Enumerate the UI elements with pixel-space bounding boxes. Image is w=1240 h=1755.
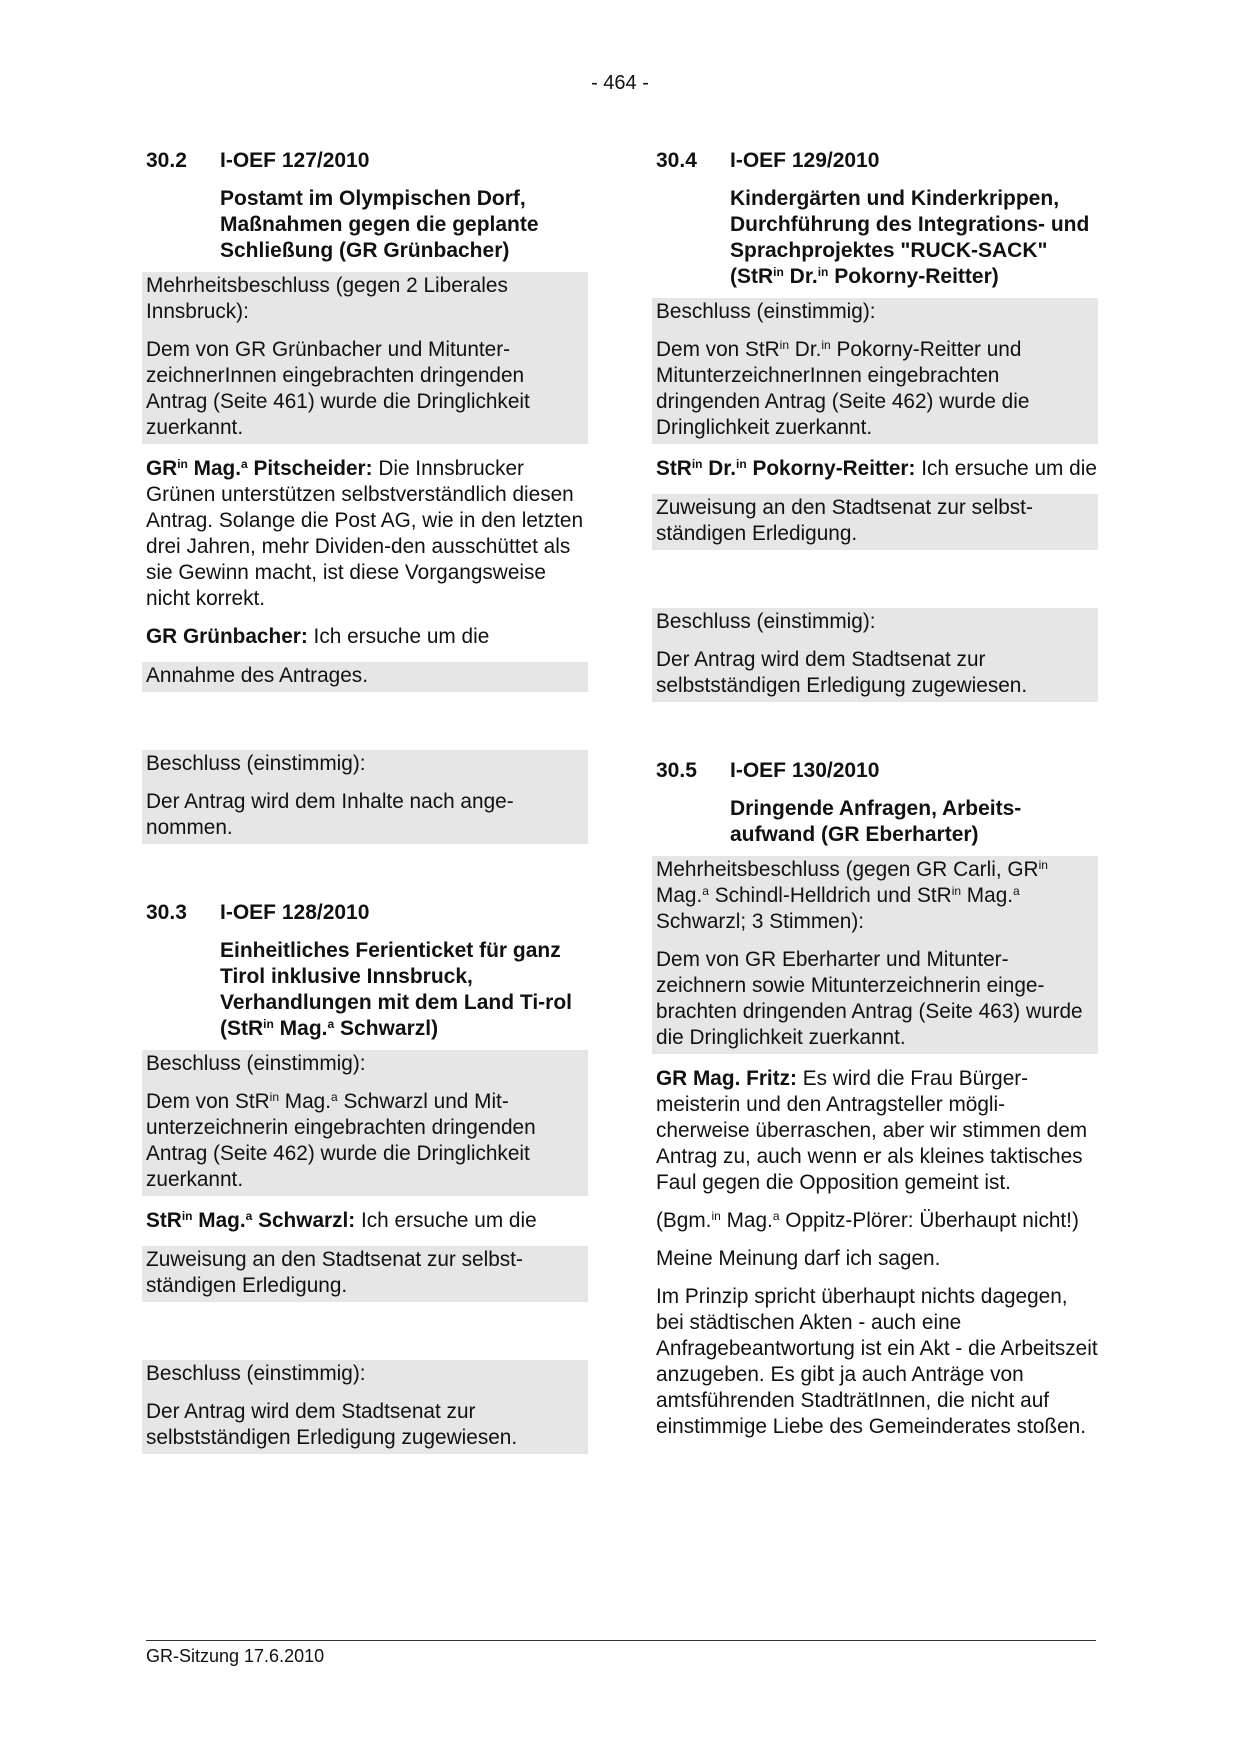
speaker-name: StR$^{in}$ Dr.$^{in}$ Pokorny-Reitter: xyxy=(656,457,916,480)
speaker-name: GR Mag. Fritz: xyxy=(656,1067,797,1090)
result-text: Der Antrag wird dem Stadtsenat zur selbstständigen Erledigung zugewiesen. xyxy=(656,648,1028,697)
section-number: 30.2 xyxy=(146,149,187,172)
speech-text: Ich ersuche um die xyxy=(355,1209,537,1232)
urgency-statement: Dem von GR Grünbacher und Mitunter-zeichnerInnen eingebrachten dringenden Antrag (Seite 461) wurde die Dringlichkeit zuerkannt. xyxy=(146,338,530,439)
urgency-statement: Dem von StR$^{in}$ Dr.$^{in}$ Pokorny-Reitter und MitunterzeichnerInnen eingebrachten dringenden Antrag (Seite 462) wurde die Dringlichkeit zuerkannt. xyxy=(656,338,1030,439)
footer-divider xyxy=(146,1640,1096,1641)
speech-paragraph xyxy=(146,456,588,612)
section-title: Dringende Anfragen, Arbeits-aufwand (GR Eberharter) xyxy=(730,797,1022,846)
result-label: Beschluss (einstimmig): xyxy=(656,610,876,633)
speaker-name: StR$^{in}$ Mag.$^a$ Schwarzl: xyxy=(146,1209,356,1232)
right-column xyxy=(656,148,1098,1440)
section-title: Kindergärten und Kinderkrippen, Durchführung des Integrations- und Sprachprojektes "RUCK-SACK" (StR$^{in}$ Dr.$^{in}$ Pokorny-Reitter) xyxy=(730,187,1090,288)
result-block xyxy=(142,750,588,844)
request-text: Annahme des Antrages. xyxy=(146,664,368,687)
section-30-3 xyxy=(146,900,588,1454)
speech-text: Ich ersuche um die xyxy=(915,457,1097,480)
request-block xyxy=(142,1246,588,1302)
result-block xyxy=(652,608,1098,702)
decision-label: Beschluss (einstimmig): xyxy=(656,300,876,323)
decision-block xyxy=(652,856,1098,1054)
decision-label: Beschluss (einstimmig): xyxy=(146,1052,366,1075)
section-code: I-OEF 128/2010 xyxy=(220,901,370,924)
speech-paragraph xyxy=(656,456,1098,482)
result-block xyxy=(142,1360,588,1454)
speech-paragraph xyxy=(146,624,588,650)
section-30-4 xyxy=(656,148,1098,702)
section-heading xyxy=(146,148,588,174)
speech-paragraph: Im Prinzip spricht überhaupt nichts dagegen, bei städtischen Akten - auch eine Anfragebeantwortung ist ein Akt - die Arbeitszeit anzugeben. Es gibt ja auch Anträge von amtsführenden StadträtInnen, die nicht auf einstimmige Liebe des Gemeinderates stoßen. xyxy=(656,1285,1098,1438)
request-text: Zuweisung an den Stadtsenat zur selbst-ständigen Erledigung. xyxy=(146,1248,523,1297)
section-code: I-OEF 130/2010 xyxy=(730,759,880,782)
speech-text: Es wird die Frau Bürger-meisterin und den Antragsteller mögli-cherweise überraschen, aber wir stimmen dem Antrag zu, auch wenn er als kleines taktisches Faul gegen die Opposition gemeint ist. xyxy=(656,1067,1088,1194)
decision-block xyxy=(142,1050,588,1196)
request-block xyxy=(652,494,1098,550)
decision-label: Mehrheitsbeschluss (gegen 2 Liberales Innsbruck): xyxy=(146,274,508,323)
section-number: 30.4 xyxy=(656,149,697,172)
speech-paragraph: Meine Meinung darf ich sagen. xyxy=(656,1247,941,1270)
section-heading xyxy=(656,148,1098,174)
speech-paragraph xyxy=(146,1208,588,1234)
section-code: I-OEF 127/2010 xyxy=(220,149,370,172)
urgency-statement: Dem von StR$^{in}$ Mag.$^a$ Schwarzl und Mit-unterzeichnerin eingebrachten dringenden Antrag (Seite 462) wurde die Dringlichkeit zuerkannt. xyxy=(146,1090,536,1191)
result-text: Der Antrag wird dem Stadtsenat zur selbstständigen Erledigung zugewiesen. xyxy=(146,1400,518,1449)
speech-text: Die Innsbrucker Grünen unterstützen selbstverständlich diesen Antrag. Solange die Post AG, wie in den letzten drei Jahren, mehr Dividen-den ausschüttet als sie Gewinn macht, ist diese Vorgangsweise nicht korrekt. xyxy=(146,457,584,610)
decision-block xyxy=(142,272,588,444)
decision-label: Mehrheitsbeschluss (gegen GR Carli, $GR^{in}$ Mag.$^a$ Schindl-Helldrich und StR$^{in}$ Mag.$^a$ Schwarzl; 3 Stimmen): xyxy=(656,858,1048,933)
section-heading xyxy=(656,758,1098,784)
left-column xyxy=(146,148,588,1454)
request-text: Zuweisung an den Stadtsenat zur selbst-ständigen Erledigung. xyxy=(656,496,1033,545)
section-title: Postamt im Olympischen Dorf, Maßnahmen gegen die geplante Schließung (GR Grünbacher) xyxy=(220,187,539,262)
result-label: Beschluss (einstimmig): xyxy=(146,1362,366,1385)
decision-block xyxy=(652,298,1098,444)
speaker-name: $GR^{in}$ Mag.$^a$ Pitscheider: xyxy=(146,457,373,480)
section-code: I-OEF 129/2010 xyxy=(730,149,880,172)
section-30-5 xyxy=(656,758,1098,1440)
section-30-2 xyxy=(146,148,588,844)
section-heading xyxy=(146,900,588,926)
page-number: - 464 - xyxy=(591,72,649,94)
section-title: Einheitliches Ferienticket für ganz Tirol inklusive Innsbruck, Verhandlungen mit dem Land Ti-rol (StR$^{in}$ Mag.$^a$ Schwarzl) xyxy=(220,939,572,1040)
speech-paragraph xyxy=(656,1066,1098,1196)
footer-text: GR-Sitzung 17.6.2010 xyxy=(146,1646,325,1666)
result-text: Der Antrag wird dem Inhalte nach ange-nommen. xyxy=(146,790,514,839)
urgency-statement: Dem von GR Eberharter und Mitunter-zeichnern sowie Mitunterzeichnerin einge-brachten dringenden Antrag (Seite 463) wurde die Dringlichkeit zuerkannt. xyxy=(656,948,1083,1049)
speaker-name: GR Grünbacher: xyxy=(146,625,308,648)
result-label: Beschluss (einstimmig): xyxy=(146,752,366,775)
section-number: 30.3 xyxy=(146,901,187,924)
request-block xyxy=(142,662,588,692)
section-number: 30.5 xyxy=(656,759,697,782)
speech-text: Ich ersuche um die xyxy=(307,625,490,648)
interjection: (Bgm.$^{in}$ Mag.$^a$ Oppitz-Plörer: Überhaupt nicht!) xyxy=(656,1209,1079,1232)
